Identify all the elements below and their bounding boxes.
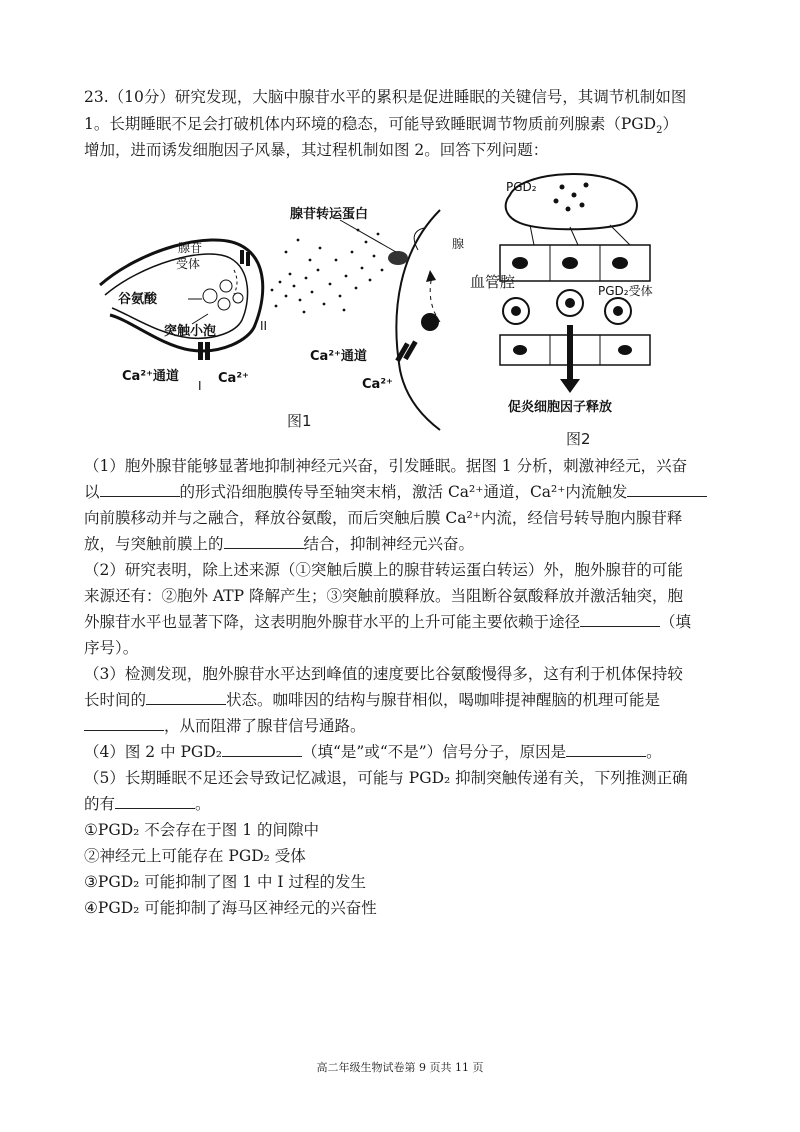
fig1-ca-ion-left: Ca²⁺: [218, 371, 249, 386]
q2-line-1: （2）研究表明，除上述来源（①突触后膜上的腺苷转运蛋白转运）外，胞外腺苷的可能: [84, 561, 683, 579]
q1-l4b: 结合，抑制神经元兴奋。: [303, 535, 475, 553]
q3-line-1: （3）检测发现，胞外腺苷水平达到峰值的速度要比谷氨酸慢得多，这有利于机体保持较: [84, 665, 683, 683]
q2-line-4: 序号）。: [84, 639, 139, 657]
q4-b: （填“是”或“不是”）信号分子，原因是: [301, 743, 567, 761]
fig2-caption: 图2: [566, 430, 591, 448]
q2-line-3: [84, 611, 691, 633]
question-header: 23.（10分）研究发现，大脑中腺苷水平的累积是促进睡眠的关键信号，其调节机制如图: [84, 88, 687, 106]
q4-c: 。: [646, 743, 662, 761]
fig1-caption: 图1: [287, 412, 312, 430]
figure-1-diagram: [100, 190, 465, 430]
answer-blank-2[interactable]: [627, 482, 707, 497]
q3-line-3: [84, 715, 366, 737]
q1-line-1: （1）胞外腺苷能够显著地抑制神经元兴奋，引发睡眠。据图 1 分析，刺激神经元，兴奋: [84, 457, 688, 475]
figure-1: [100, 190, 465, 430]
q5-option-2: ②神经元上可能存在 PGD₂ 受体: [84, 847, 306, 865]
fig1-ca-channel-right: Ca²⁺通道: [310, 349, 367, 364]
fig1-roman-1: I: [198, 379, 202, 393]
q1-l4a: 放，与突触前膜上的: [84, 535, 224, 553]
q5-line-2: [84, 793, 211, 815]
fig1-ca-channel-left: Ca²⁺通道: [122, 369, 179, 384]
q1-line-3: 向前膜移动并与之融合，释放谷氨酸，而后突触后膜 Ca²⁺内流，经信号转导胞内腺苷释: [84, 509, 683, 527]
q5-option-1: ①PGD₂ 不会存在于图 1 的间隙中: [84, 821, 319, 839]
q5-l2a: 的有: [84, 795, 116, 813]
q4-line: [84, 741, 662, 763]
answer-blank-1[interactable]: [100, 482, 180, 497]
intro-2-end: ）: [662, 115, 678, 133]
q4-a: （4）图 2 中 PGD₂: [84, 743, 222, 761]
q3-l2b: 状态。咖啡因的结构与腺苷相似，喝咖啡提神醒脑的机理可能是: [226, 691, 661, 709]
q1-line-2: [84, 481, 707, 503]
figure-2: [470, 165, 670, 425]
fig1-receptor-label-2: 受体: [176, 257, 201, 271]
fig1-vesicle-label: 突触小泡: [164, 324, 217, 339]
intro-2-text: 1。长期睡眠不足会打破机体内环境的稳态，可能导致睡眠调节物质前列腺素（PGD: [84, 115, 657, 133]
answer-blank-6[interactable]: [84, 716, 164, 731]
answer-blank-8[interactable]: [566, 742, 646, 757]
fig1-receptor-label-1: 腺苷: [178, 241, 203, 255]
q3-l2a: 长时间的: [84, 691, 147, 709]
answer-blank-3[interactable]: [224, 534, 304, 549]
q3-l3: ，从而阻滞了腺苷信号通路。: [164, 717, 366, 735]
q2-l3b: （填: [660, 613, 692, 631]
q2-l3a: 外腺苷水平也显著下降，这表明胞外腺苷水平的上升可能主要依赖于途径: [84, 613, 581, 631]
fig2-lumen-label: 血管腔: [470, 273, 516, 291]
fig1-ca-ion-right: Ca²⁺: [362, 377, 393, 392]
fig1-roman-2: II: [260, 319, 268, 333]
answer-blank-9[interactable]: [115, 794, 195, 809]
page-footer: 高二年级生物试卷第 9 页共 11 页: [316, 1061, 484, 1074]
fig2-release-label: 促炎细胞因子释放: [508, 400, 613, 415]
answer-blank-4[interactable]: [580, 612, 660, 627]
q1-line-4: [84, 533, 474, 555]
q1-l2b: 的形式沿细胞膜传导至轴突末梢，激活 Ca²⁺通道，Ca²⁺内流触发: [179, 483, 628, 501]
answer-blank-7[interactable]: [222, 742, 302, 757]
fig2-pgd-label: PGD₂: [506, 180, 537, 194]
q5-option-4: ④PGD₂ 可能抑制了海马区神经元的兴奋性: [84, 899, 377, 917]
q2-line-2: 来源还有：②胞外 ATP 降解产生；③突触前膜释放。当阻断谷氨酸释放并激活轴突，胞: [84, 587, 683, 605]
q5-option-3: ③PGD₂ 可能抑制了图 1 中 I 过程的发生: [84, 873, 366, 891]
fig2-receptor-label: PGD₂受体: [598, 284, 653, 298]
fig1-transporter-label: 腺苷转运蛋白: [290, 207, 369, 222]
figure-2-diagram: [470, 165, 670, 425]
question-intro-2: 1。长期睡眠不足会打破机体内环境的稳态，可能导致睡眠调节物质前列腺素$(PGD_2)$: [84, 115, 678, 137]
answer-blank-5[interactable]: [146, 690, 226, 705]
fig1-adenosine-label: 腺: [452, 237, 465, 251]
fig1-glutamate-label: 谷氨酸: [118, 292, 158, 307]
q3-line-2: [84, 689, 660, 711]
q5-line-1: （5）长期睡眠不足还会导致记忆减退，可能与 PGD₂ 抑制突触传递有关，下列推测正确: [84, 769, 688, 787]
q5-l2b: 。: [195, 795, 211, 813]
q1-l2a: 以: [84, 483, 100, 501]
question-intro-3: 增加，进而诱发细胞因子风暴，其过程机制如图 2。回答下列问题：: [84, 141, 549, 159]
